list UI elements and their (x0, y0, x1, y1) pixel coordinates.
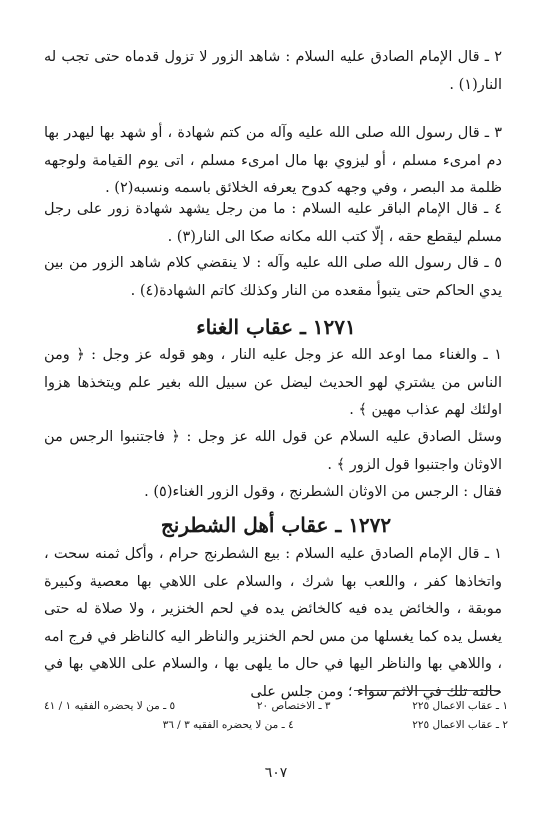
paragraph-hadith-4: ٤ ـ قال الإمام الباقر عليه السلام : ما من رجل يشهد شهادة زور على رجل مسلم ليقطع حقه ، إلّا كتب الله مكانه صكا الى النار(٣) . (44, 201, 502, 245)
paragraph-singing-3: فقال : الرجس من الاوثان الشطرنج ، وقول الزور الغناء(٥) . (144, 484, 502, 500)
footnotes (44, 697, 508, 735)
paragraph-hadith-5: ٥ ـ قال رسول الله صلى الله عليه وآله : لا ينقضي كلام شاهد الزور من بين يدي الحاكم حتى يتبوأ مقعده من النار وكذلك كاتم الشهادة(٤) . (44, 255, 502, 299)
footnote-divider (354, 690, 500, 691)
paragraph-chess-1: ١ ـ قال الإمام الصادق عليه السلام : بيع الشطرنج حرام ، وأكل ثمنه سحت ، واتخاذها كفر ، واللعب بها شرك ، والسلام على اللاهي بها معصية وكبيرة موبقة ، والخائض يده فيه كالخائض يده في لحم الخنزير ، ولا صلاة له حتى يغسل يده كما يغسلها من مس لحم الخنزير والناظر اليه كالناظر في فرج امه ، واللاهي بها والناظر اليها في حال ما يلهى بها ، والسلام على اللاهي بها في حالته تلك في الاثم سواء ؛ ومن جلس على (44, 546, 502, 700)
page-number: ٦٠٧ (264, 765, 288, 781)
paragraph-singing-1: ١ ـ والغناء مما اوعد الله عز وجل عليه النار ، وهو قوله عز وجل : ﴿ ومن الناس من يشتري لهو الحديث ليضل عن سبيل الله بغير علم ويتخذها هزوا اولئك لهم عذاب مهين ﴾ . (44, 347, 502, 418)
footnote-row-2 (44, 716, 508, 735)
section-heading-1272: ١٢٧٢ ـ عقاب أهل الشطرنج (160, 513, 392, 537)
footnote-4: ٤ ـ من لا يحضره الفقيه ٣ / ٣٦ (162, 719, 294, 731)
footnote-2: ٢ ـ عقاب الاعمال ٢٢٥ (412, 719, 508, 731)
footnote-5: ٥ ـ من لا يحضره الفقيه ١ / ٤١ (44, 700, 176, 712)
paragraph-singing-2: وسئل الصادق عليه السلام عن قول الله عز وجل : ﴿ فاجتنبوا الرجس من الاوثان واجتنبوا قول الزور ﴾ . (44, 429, 502, 473)
footnote-3: ٣ ـ الاختصاص ٢٠ (256, 700, 331, 712)
section-heading-1271: ١٢٧١ ـ عقاب الغناء (196, 315, 356, 339)
paragraph-hadith-3: ٣ ـ قال رسول الله صلى الله عليه وآله من كتم شهادة ، أو شهد بها ليهدر بها دم امرىء مسلم ، أو ليزوي بها مال امرىء مسلم ، اتى يوم القيامة ولوجهه ظلمة مد البصر ، وفي وجهه كدوح يعرفه الخلائق باسمه ونسبه(٢) . (44, 125, 502, 196)
footnote-row-1 (44, 697, 508, 716)
paragraph-hadith-2: ٢ ـ قال الإمام الصادق عليه السلام : شاهد الزور لا تزول قدماه حتى تجب له النار(١) . (44, 49, 502, 93)
footnote-1: ١ ـ عقاب الاعمال ٢٢٥ (412, 700, 508, 712)
